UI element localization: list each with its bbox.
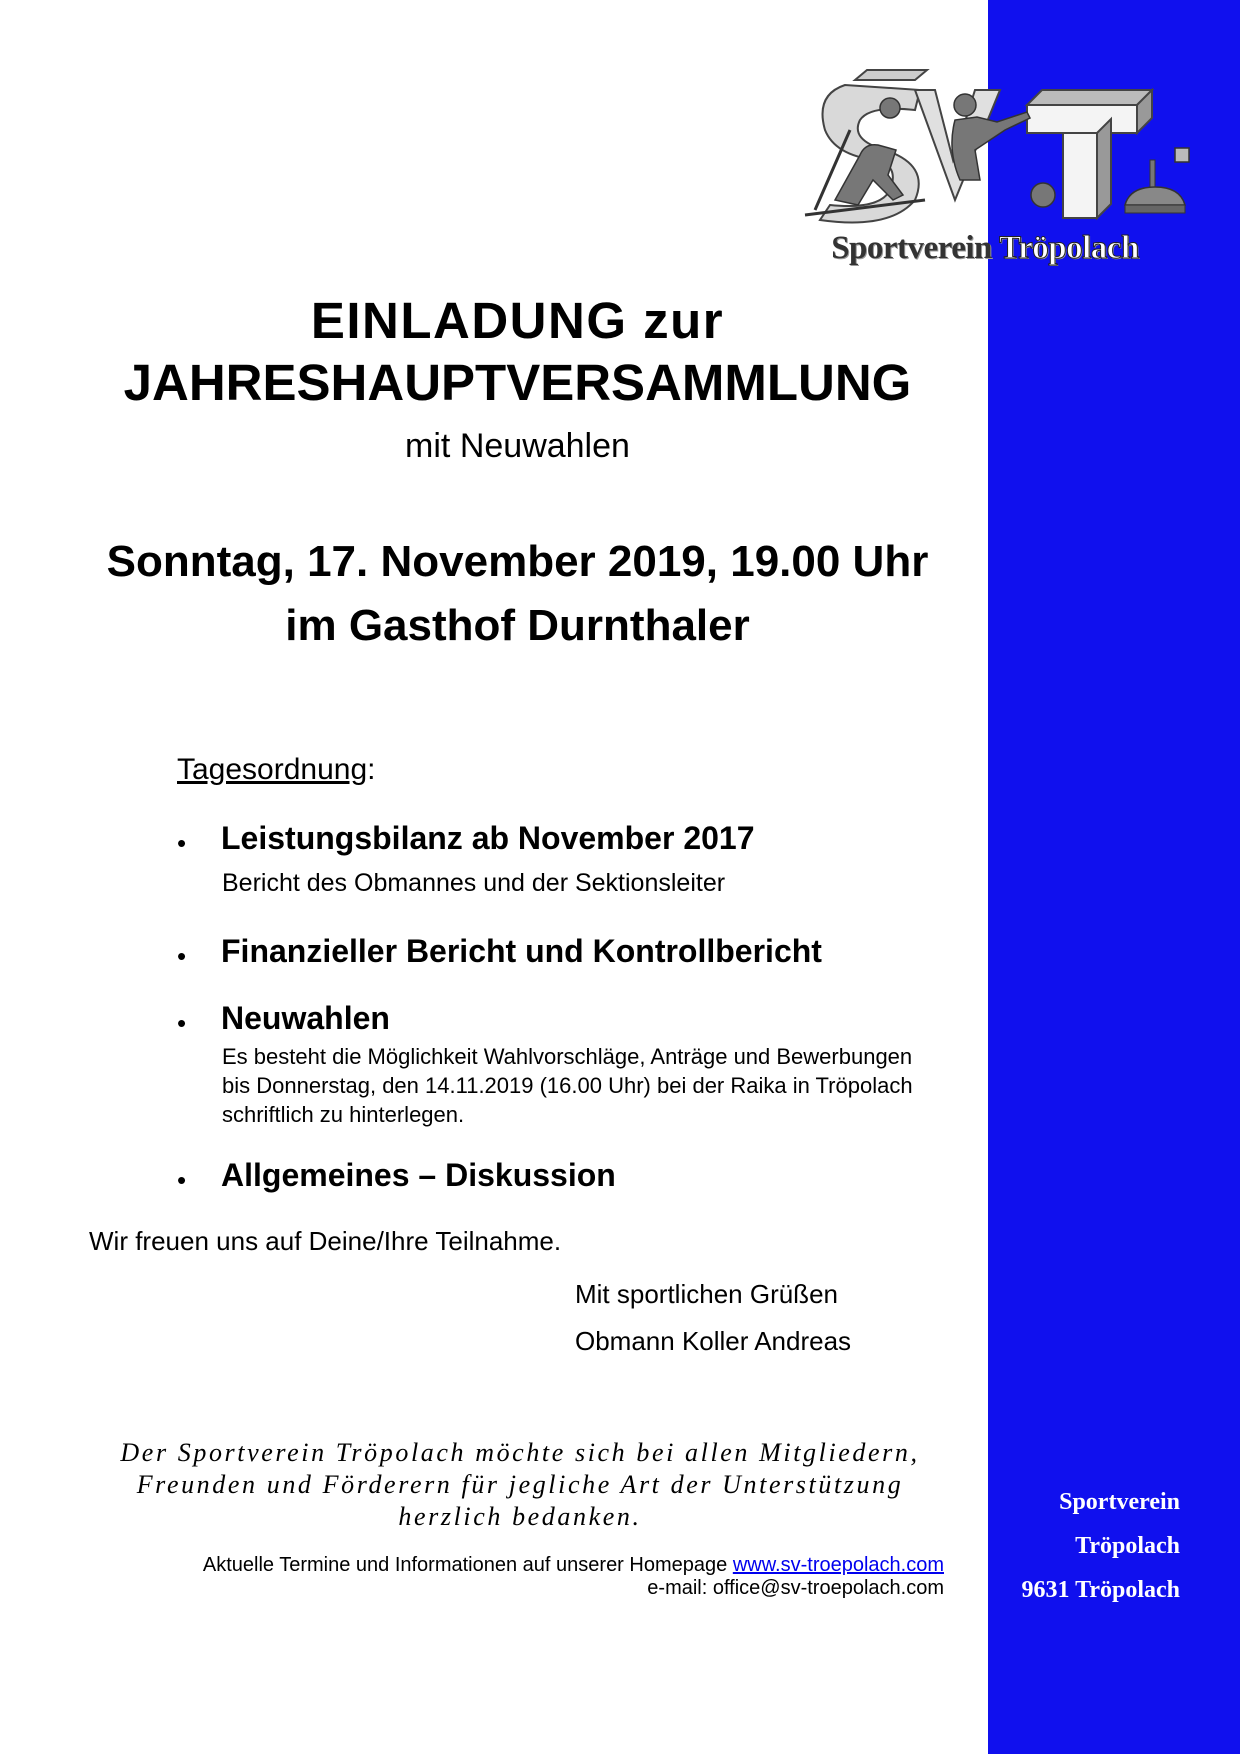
- logo-caption-sportverein: Sportverein: [831, 230, 992, 266]
- agenda-item-title: Neuwahlen: [221, 1000, 390, 1036]
- agenda-item: [177, 1157, 957, 1202]
- logo-caption: [795, 230, 1175, 267]
- agenda-item: [177, 933, 957, 978]
- agenda-item-title: Leistungsbilanz ab November 2017: [221, 820, 755, 856]
- agenda-item: [177, 820, 957, 900]
- thanks-line-1: Der Sportverein Tröpolach möchte sich bei allen Mitgliedern,: [120, 1438, 920, 1467]
- svt-logo-graphic: [795, 60, 1205, 230]
- regards-text: Mit sportlichen Grüßen: [575, 1279, 838, 1309]
- email-text: e-mail: office@sv-troepolach.com: [647, 1577, 944, 1599]
- signature-name: Obmann Koller Andreas: [575, 1326, 852, 1356]
- event-info: [40, 530, 995, 658]
- bullet-icon: •: [177, 1165, 187, 1195]
- thanks-line-2: Freunden und Förderern für jegliche Art der Unterstützung: [136, 1470, 904, 1499]
- invitation-subtitle: mit Neuwahlen: [405, 427, 630, 465]
- invitation-title: [40, 290, 995, 414]
- title-line-2: JAHRESHAUPTVERSAMMLUNG: [123, 354, 912, 411]
- agenda-item-title: Allgemeines – Diskussion: [221, 1157, 616, 1193]
- greeting-text: Wir freuen uns auf Deine/Ihre Teilnahme.: [89, 1226, 562, 1256]
- homepage-text: Aktuelle Termine und Informationen auf unserer Homepage: [202, 1554, 728, 1576]
- sidebar-village: Tröpolach: [1075, 1533, 1180, 1559]
- agenda-item-desc: Bericht des Obmannes und der Sektionsleiter: [222, 869, 726, 897]
- bullet-icon: •: [177, 1008, 187, 1038]
- agenda-item: [177, 1000, 957, 1130]
- agenda-heading-colon: :: [367, 753, 376, 786]
- bullet-icon: •: [177, 941, 187, 971]
- agenda-item-title: Finanzieller Bericht und Kontrollbericht: [221, 933, 822, 969]
- club-logo: [795, 60, 1205, 275]
- sidebar-address: [1022, 1480, 1180, 1612]
- sidebar-postcode: 9631 Tröpolach: [1021, 1577, 1180, 1603]
- event-location: im Gasthof Durnthaler: [285, 601, 750, 650]
- contact-info: [203, 1554, 944, 1600]
- homepage-link[interactable]: www.sv-troepolach.com: [732, 1554, 944, 1576]
- title-line-1: EINLADUNG zur: [310, 292, 725, 349]
- sidebar-club-name: Sportverein: [1059, 1489, 1180, 1515]
- agenda-item-desc: Es besteht die Möglichkeit Wahlvorschläge, Anträge und Bewerbungen bis Donnerstag, den 14.11.2019 (16.00 Uhr) bei der Raika in Tröpolach schriftlich zu hinterlegen.: [222, 1044, 913, 1127]
- event-date-time: Sonntag, 17. November 2019, 19.00 Uhr: [106, 537, 929, 586]
- agenda-heading-text: Tagesordnung: [177, 753, 368, 786]
- agenda-heading: [177, 753, 376, 787]
- logo-caption-troepolach: Tröpolach: [999, 230, 1139, 266]
- bullet-icon: •: [177, 828, 187, 858]
- homepage-line: [203, 1554, 944, 1577]
- signature-block: [575, 1271, 851, 1365]
- thanks-note: [100, 1437, 940, 1533]
- thanks-line-3: herzlich bedanken.: [398, 1502, 642, 1531]
